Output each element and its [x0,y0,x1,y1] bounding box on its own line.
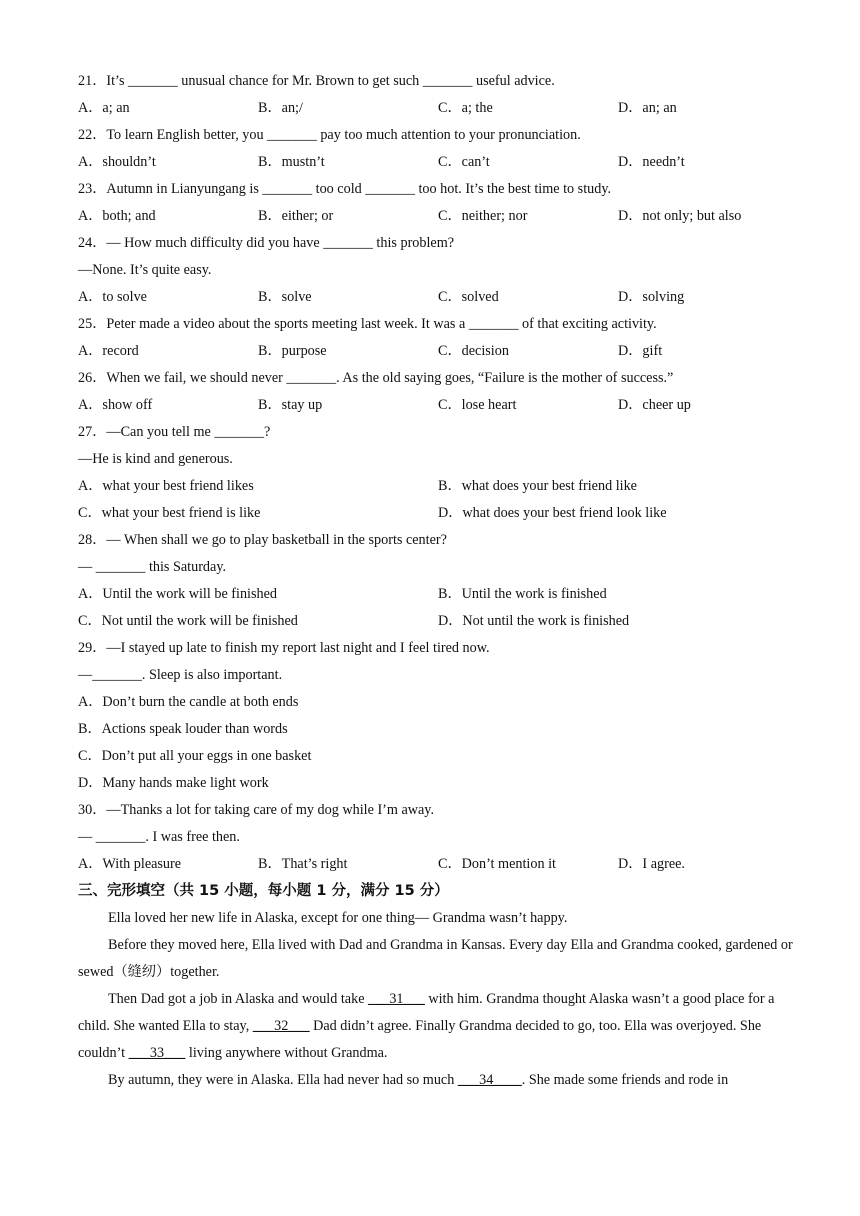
option-a: A．With pleasure [78,856,182,872]
cloze-paragraph-2: Before they moved here, Ella lived with Dad and Grandma in Kansas. Every day Ella and Grandma cooked, gardened or sewed（缝纫）together. [78,937,793,980]
option-d: D．not only; but also [618,208,742,224]
cloze-paragraph-4 [78,1067,798,1094]
options-21 [78,95,798,122]
dialogue-reply-30: — _______. I was free then. [78,829,240,845]
option-d: D．what does your best friend look like [438,505,667,521]
dialogue-reply-29: —_______. Sleep is also important. [78,667,283,683]
option-a: A．shouldn’t [78,154,156,170]
option-d: D．needn’t [618,154,685,170]
option-b: B．Actions speak louder than words [78,721,288,737]
option-b: B．purpose [258,343,327,359]
question-stem-26: 26．When we fail, we should never _______. As the old saying goes, “Failure is the mother of success.” [78,370,674,386]
question-stem-21: 21．It’s _______ unusual chance for Mr. Brown to get such _______ useful advice. [78,73,555,89]
option-b: B．That’s right [258,856,348,872]
option-c: C．can’t [438,154,490,170]
option-a: A．a; an [78,100,130,116]
dialogue-reply-27: —He is kind and generous. [78,451,233,467]
option-b: B．either; or [258,208,334,224]
question-stem-28: 28．— When shall we go to play basketball in the sports center? [78,532,447,548]
option-c: C．decision [438,343,509,359]
text-run: with him. Grandma thought Alaska wasn’t a good place for a child. She wanted Ella to stay, [78,991,775,1034]
text-run: Dad didn’t agree. Finally Grandma decided to go, too. Ella was overjoyed. She couldn’t [78,1018,762,1061]
question-stem-24: 24．— How much difficulty did you have _______ this problem? [78,235,455,251]
option-c: C．what your best friend is like [78,505,261,521]
option-c: C．Not until the work will be finished [78,613,298,629]
options-30 [78,851,798,878]
option-b: B．mustn’t [258,154,325,170]
blank-34: ___34____ [457,1072,522,1088]
text-run: By autumn, they were in Alaska. Ella had never had so much [108,1072,458,1088]
cloze-paragraph-3 [78,986,798,1067]
dialogue-reply-24: —None. It’s quite easy. [78,262,212,278]
option-d: D．gift [618,343,663,359]
option-a: A．Until the work will be finished [78,586,277,602]
options-27-row2 [78,500,798,527]
option-d: D．Not until the work is finished [438,613,630,629]
option-a: A．both; and [78,208,156,224]
question-stem-29: 29．—I stayed up late to finish my report last night and I feel tired now. [78,640,490,656]
option-d: D．Many hands make light work [78,775,269,791]
question-stem-22: 22．To learn English better, you _______ pay too much attention to your pronunciation. [78,127,581,143]
option-c: C．a; the [438,100,493,116]
options-23 [78,203,798,230]
option-d: D．solving [618,289,685,305]
question-stem-23: 23．Autumn in Lianyungang is _______ too cold _______ too hot. It’s the best time to study. [78,181,612,197]
option-c: C．Don’t mention it [438,856,556,872]
question-stem-30: 30．—Thanks a lot for taking care of my dog while I’m away. [78,802,435,818]
option-b: B．an;/ [258,100,303,116]
option-b: B．solve [258,289,312,305]
section-title: 三、完形填空（共 15 小题，每小题 1 分，满分 15 分） [78,883,449,899]
dialogue-reply-28: — _______ this Saturday. [78,559,227,575]
text-run: living anywhere without Grandma. [185,1045,388,1061]
blank-32: ___32___ [252,1018,310,1034]
option-b: B．what does your best friend like [438,478,637,494]
options-25 [78,338,798,365]
option-c: C．Don’t put all your eggs in one basket [78,748,312,764]
option-c: C．neither; nor [438,208,528,224]
options-28-row1 [78,581,798,608]
options-22 [78,149,798,176]
text-run: . She made some friends and rode in [521,1072,729,1088]
option-d: D．an; an [618,100,677,116]
blank-31: ___31___ [368,991,425,1007]
blank-33: ___33___ [128,1045,186,1061]
option-d: D．cheer up [618,397,691,413]
option-a: A．to solve [78,289,147,305]
exam-page [78,68,798,1094]
options-27-row1 [78,473,798,500]
options-26 [78,392,798,419]
option-a: A．what your best friend likes [78,478,254,494]
question-stem-27: 27．—Can you tell me _______? [78,424,271,440]
question-stem-25: 25．Peter made a video about the sports meeting last week. It was a _______ of that exciting activity. [78,316,657,332]
option-a: A．record [78,343,139,359]
option-c: C．lose heart [438,397,517,413]
cloze-paragraph-1: Ella loved her new life in Alaska, except for one thing— Grandma wasn’t happy. [108,910,568,926]
option-c: C．solved [438,289,499,305]
option-a: A．show off [78,397,153,413]
option-b: B．Until the work is finished [438,586,607,602]
options-24 [78,284,798,311]
option-b: B．stay up [258,397,323,413]
option-a: A．Don’t burn the candle at both ends [78,694,299,710]
option-d: D．I agree. [618,856,685,872]
text-run: Then Dad got a job in Alaska and would take [108,991,369,1007]
options-28-row2 [78,608,798,635]
